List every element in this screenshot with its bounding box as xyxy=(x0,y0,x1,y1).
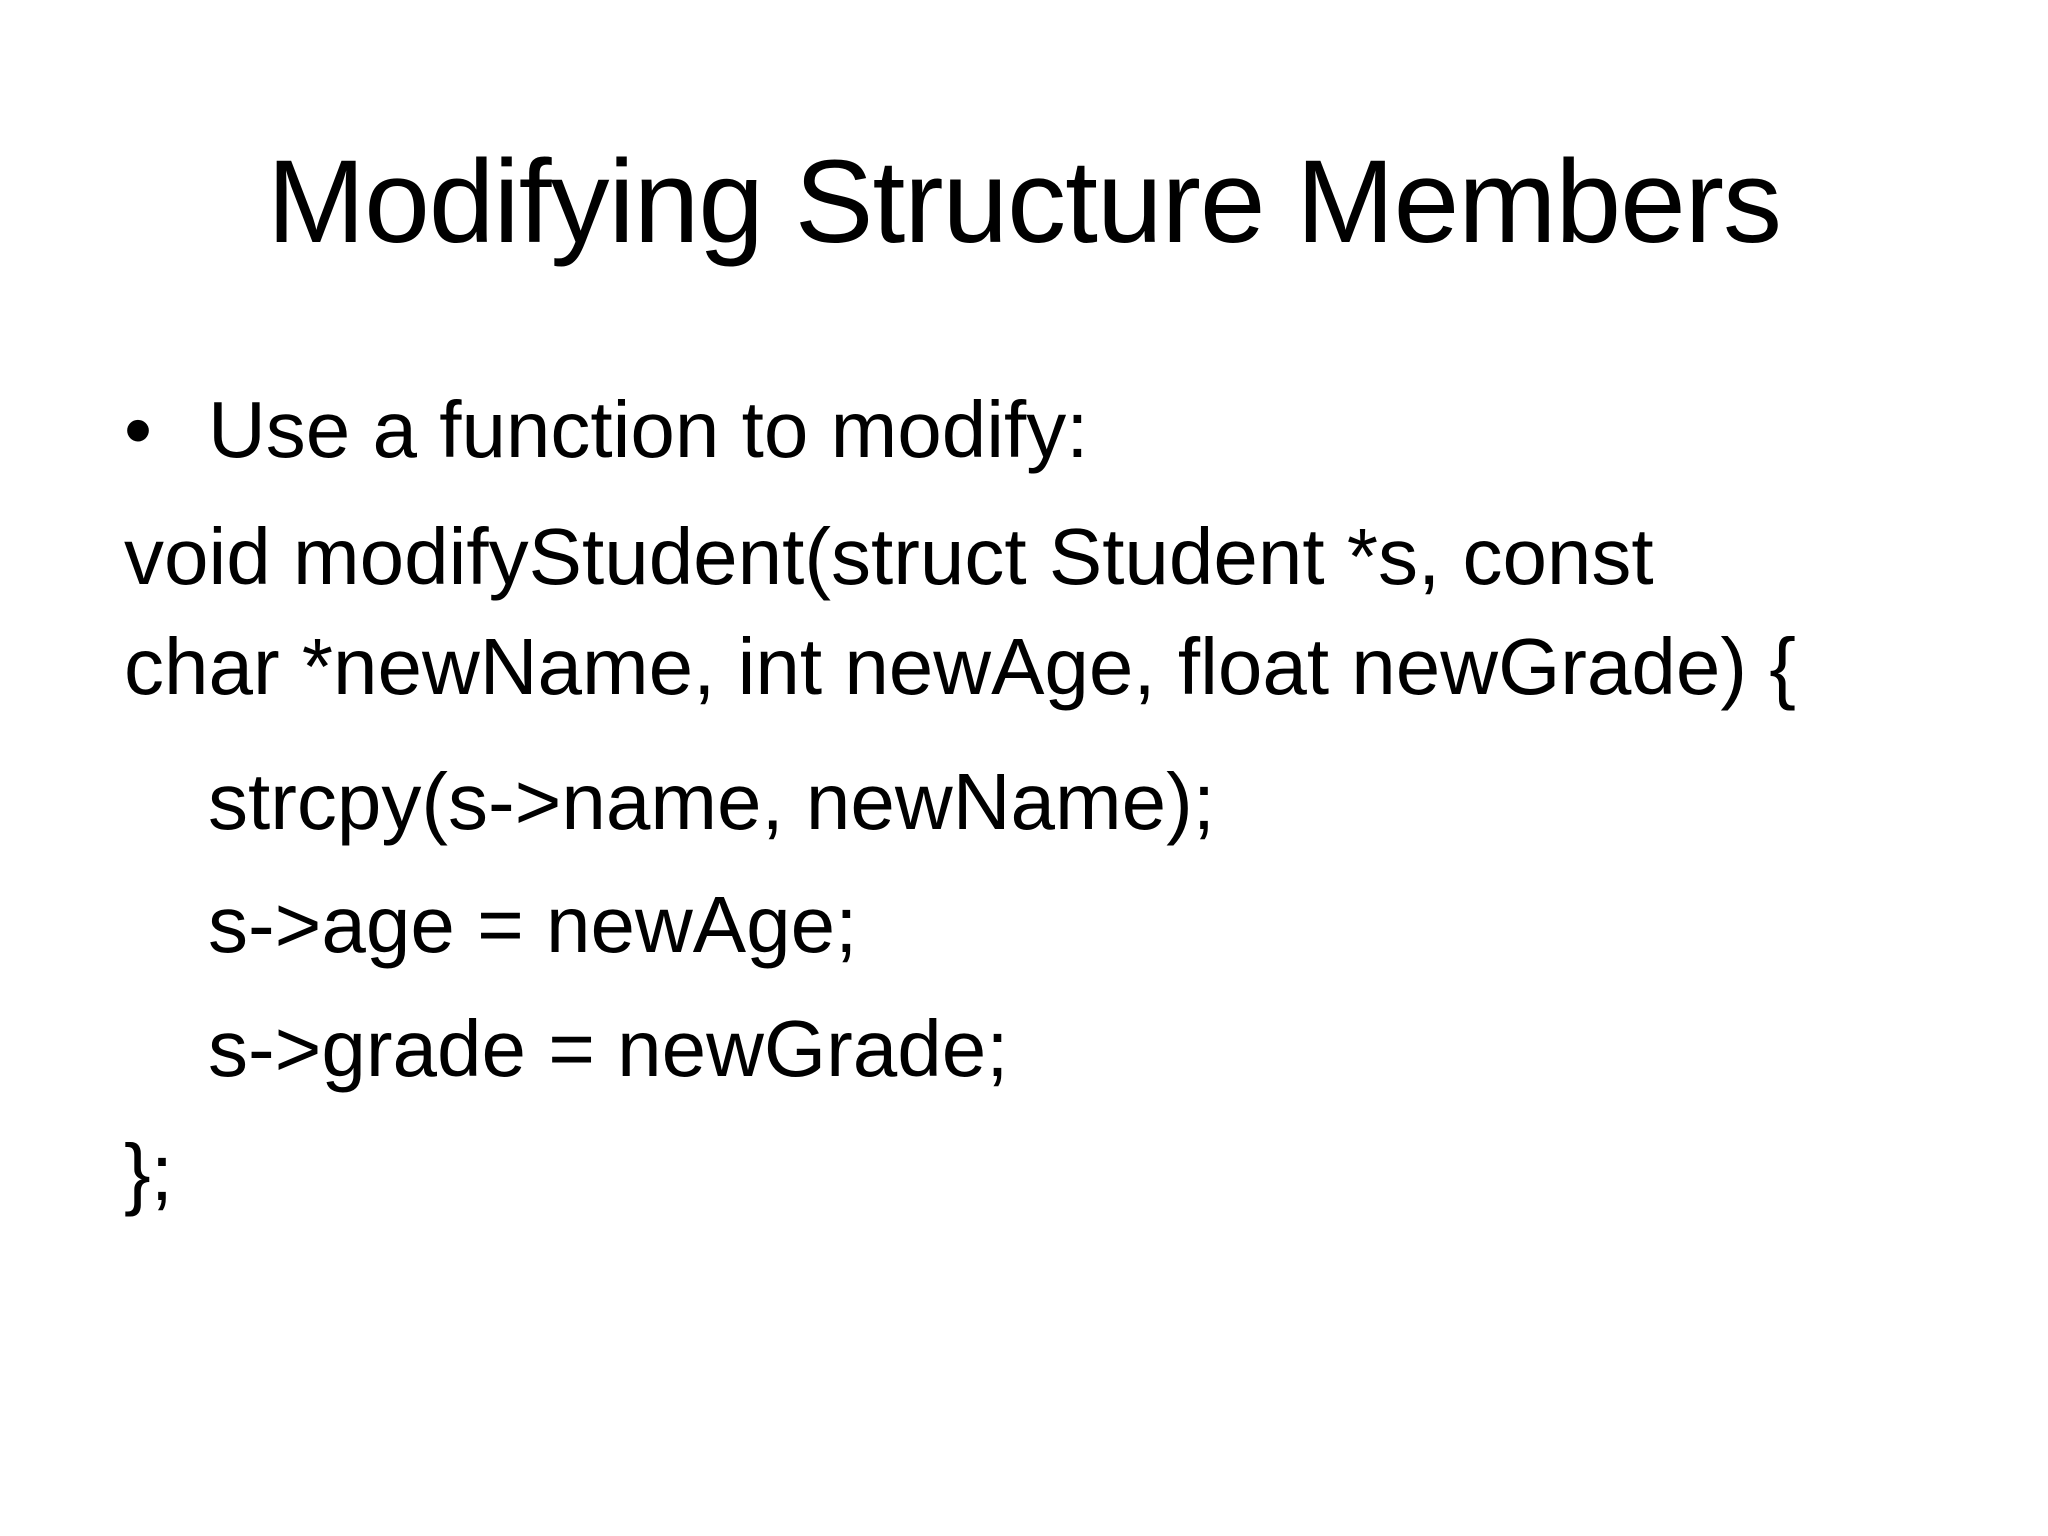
code-line-age: s->age = newAge; xyxy=(208,880,858,969)
bullet-item xyxy=(124,382,1088,478)
code-line-strcpy: strcpy(s->name, newName); xyxy=(208,757,1215,846)
code-line-grade: s->grade = newGrade; xyxy=(208,1004,1009,1093)
code-line-signature-2: char *newName, int newAge, float newGrade) { xyxy=(124,622,1796,711)
bullet-text: Use a function to modify: xyxy=(208,385,1089,474)
code-line-signature-1: void modifyStudent(struct Student *s, const xyxy=(124,512,1654,601)
bullet-icon: • xyxy=(124,385,153,474)
slide-title: Modifying Structure Members xyxy=(266,136,1782,268)
code-line-close: }; xyxy=(124,1128,173,1217)
